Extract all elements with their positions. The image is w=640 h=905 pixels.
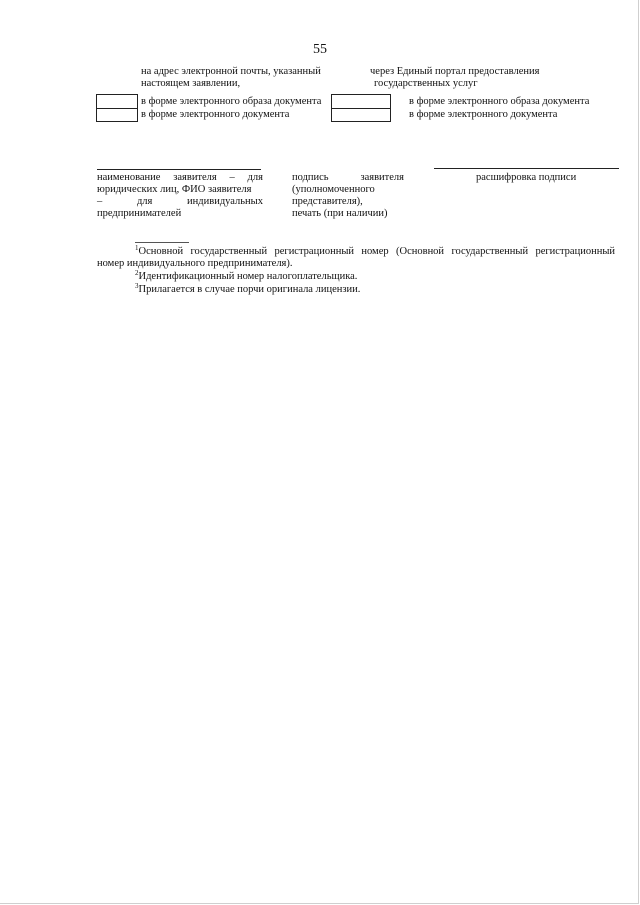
signature-caption-line1: подпись заявителя xyxy=(292,172,404,183)
signature-caption-line3: представителя), xyxy=(292,196,363,207)
footnote-1-mark: 1 xyxy=(135,244,139,252)
footnote-3-mark: 3 xyxy=(135,282,139,290)
decryption-caption: расшифровка подписи xyxy=(476,172,577,183)
email-format-checkbox[interactable] xyxy=(96,94,138,122)
signature-caption-line2: (уполномоченного xyxy=(292,184,375,195)
applicant-caption-line2: юридических лиц, ФИО заявителя xyxy=(97,184,252,195)
footnote-2: $^2$Идентификационный номер налогоплательщика. xyxy=(135,269,358,282)
page-number: 55 xyxy=(313,42,327,57)
footnote-1 xyxy=(97,246,615,270)
applicant-caption-line4: предпринимателей xyxy=(97,208,182,219)
applicant-caption-line3: – для индивидуальных xyxy=(97,196,263,207)
footnote-1-line1: $^1$Основной государственный регистрационный номер (Основной государственный регистрационный xyxy=(135,244,615,257)
applicant-name-line xyxy=(97,169,261,170)
footnote-2-mark: 2 xyxy=(135,269,139,277)
portal-format-checkbox[interactable] xyxy=(331,94,391,122)
portal-option-image: в форме электронного образа документа xyxy=(409,96,590,107)
delivery-portal-line2: государственных услуг xyxy=(374,78,478,89)
email-option-electronic: в форме электронного документа xyxy=(141,109,290,120)
signature-caption xyxy=(292,172,404,220)
footnote-1-line2: номер индивидуального предпринимателя). xyxy=(97,258,293,269)
signature-caption-line4: печать (при наличии) xyxy=(292,208,388,219)
delivery-email-line1: на адрес электронной почты, указанный xyxy=(141,66,321,77)
applicant-caption-line1: наименование заявителя – для xyxy=(97,172,263,183)
decryption-line xyxy=(434,168,619,169)
delivery-email-line2: настоящем заявлении, xyxy=(141,78,241,89)
delivery-portal-line1: через Единый портал предоставления xyxy=(370,66,540,77)
email-option-image: в форме электронного образа документа xyxy=(141,96,322,107)
applicant-caption xyxy=(97,172,263,220)
footnote-separator xyxy=(135,242,189,243)
footnote-3: $^3$Прилагается в случае порчи оригинала лицензии. xyxy=(135,282,361,295)
portal-option-electronic: в форме электронного документа xyxy=(409,109,558,120)
